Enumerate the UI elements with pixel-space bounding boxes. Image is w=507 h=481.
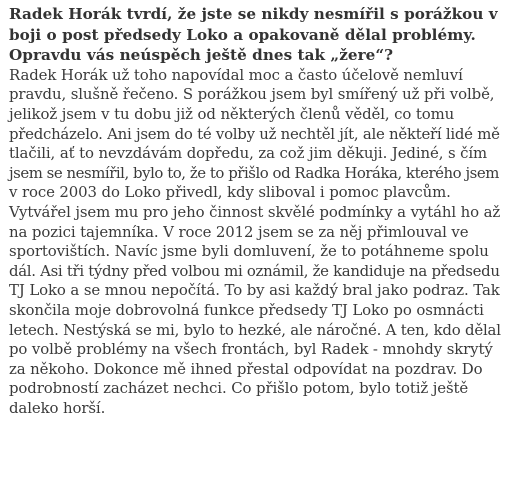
question-line: Radek Horák tvrdí, že jste se nikdy nesmířil s porážkou v xyxy=(9,5,498,23)
answer-line: za někoho. Dokonce mě ihned přestal odpovídat na pozdrav. Do xyxy=(9,359,483,378)
answer-line: jsem se nesmířil, bylo to, že to přišlo od Radka Horáka, kterého jsem xyxy=(9,163,499,182)
answer-line: letech. Nestýská se mi, bylo to hezké, ale náročné. A ten, kdo dělal xyxy=(9,320,501,339)
answer-line: na pozici tajemníka. V roce 2012 jsem se za něj přimlouval ve xyxy=(9,222,469,241)
answer-line: podrobností zacházet nechci. Co přišlo potom, bylo totiž ještě xyxy=(9,379,469,398)
interview-answer xyxy=(9,66,501,419)
answer-line: jelikož jsem v tu dobu již od některých členů věděl, co tomu xyxy=(9,104,455,123)
answer-line: daleko horší. xyxy=(9,398,106,417)
answer-line: v roce 2003 do Loko přivedl, kdy sliboval i pomoc plavcům. xyxy=(9,183,451,202)
interview-article xyxy=(9,4,501,418)
answer-line: skončila moje dobrovolná funkce předsedy TJ Loko po osmnácti xyxy=(9,300,484,319)
answer-line: Radek Horák už toho napovídal moc a často účelově nemluví xyxy=(9,65,463,84)
answer-line: tlačili, ať to nevzdávám dopředu, za což jim děkuji. Jediné, s čím xyxy=(9,144,488,163)
question-line: Opravdu vás neúspěch ještě dnes tak „žere“? xyxy=(9,46,394,65)
question-line: boji o post předsedy Loko a opakovaně dělal problémy. xyxy=(9,25,476,44)
answer-line: po volbě problémy na všech frontách, byl Radek - mnohdy skrytý xyxy=(9,340,493,359)
interview-question xyxy=(9,4,501,66)
answer-line: Vytvářel jsem mu pro jeho činnost skvělé podmínky a vytáhl ho až xyxy=(9,202,501,221)
answer-line: předcházelo. Ani jsem do té volby už nechtěl jít, ale někteří lidé mě xyxy=(9,124,500,143)
answer-line: TJ Loko a se mnou nepočítá. To by asi každý bral jako podraz. Tak xyxy=(9,281,500,300)
answer-line: sportovištích. Navíc jsme byli domluvení, že to potáhneme spolu xyxy=(9,242,489,261)
answer-line: pravdu, slušně řečeno. S porážkou jsem byl smířený už při volbě, xyxy=(9,85,495,104)
answer-line: dál. Asi tři týdny před volbou mi oznámil, že kandiduje na předsedu xyxy=(9,261,500,280)
